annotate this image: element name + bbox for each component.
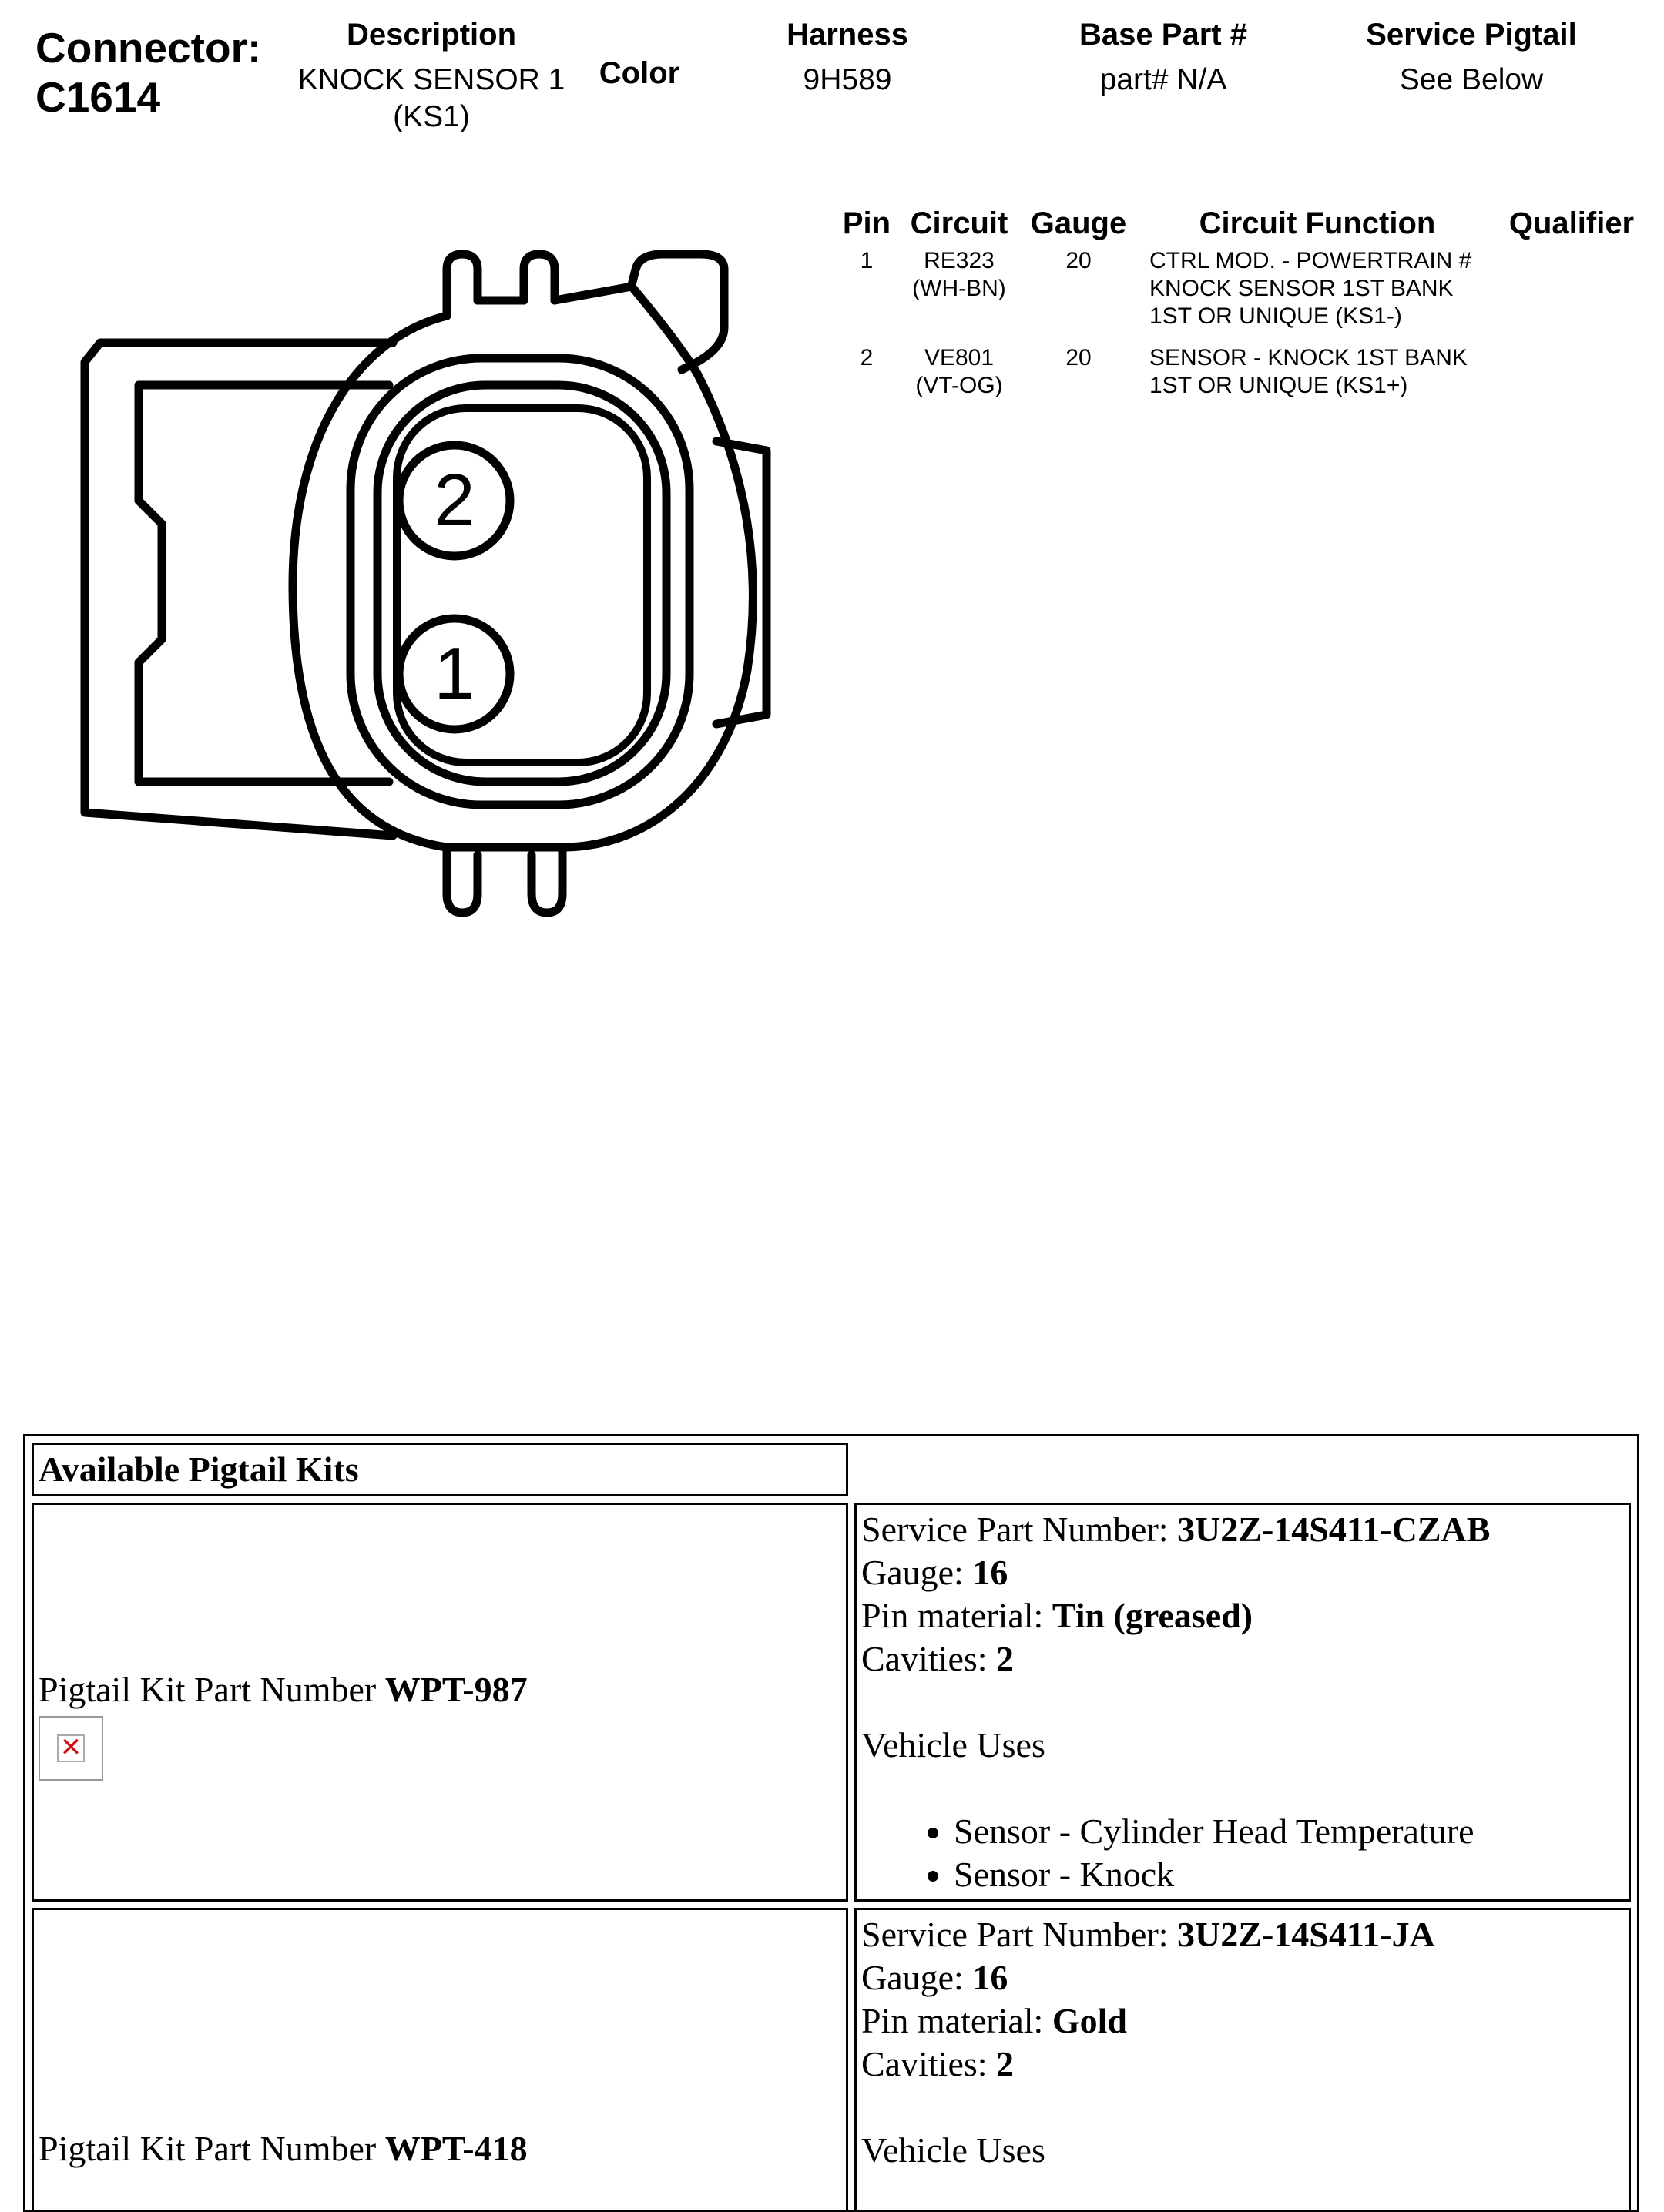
pin-table-header-row	[832, 206, 1649, 247]
cavities-label: Cavities:	[861, 2044, 988, 2083]
vehicle-uses-label: Vehicle Uses	[861, 1725, 1045, 1765]
list-item: • Sensor - Cylinder Head Temperature	[954, 1810, 1624, 1853]
gauge-value: 16	[972, 1553, 1008, 1592]
circuit-function-cell: CTRL MOD. - POWERTRAIN # KNOCK SENSOR 1ST BANK 1ST OR UNIQUE (KS1-)	[1149, 248, 1472, 329]
table-row	[832, 344, 1649, 414]
gauge-label: Gauge:	[861, 1553, 964, 1592]
gauge-line	[861, 1551, 1624, 1594]
pin-material-value: Gold	[1052, 2001, 1127, 2040]
table-row	[832, 247, 1649, 344]
gauge-column-header: Gauge	[1030, 206, 1127, 240]
table-row	[32, 1908, 1631, 2212]
top-latch-left	[447, 254, 478, 316]
qualifier-column-header: Qualifier	[1508, 206, 1635, 240]
harness-header: Harness	[787, 18, 908, 52]
pin-material-label: Pin material:	[861, 2001, 1044, 2040]
description-value: KNOCK SENSOR 1 (KS1)	[297, 63, 565, 133]
description-header: Description	[346, 18, 517, 52]
pin-1-label: 1	[434, 632, 475, 715]
pigtail-kits-title: Available Pigtail Kits	[32, 1443, 848, 1496]
top-latch-right	[632, 254, 724, 370]
circuit-id: VE801	[924, 345, 995, 370]
cavities-label: Cavities:	[861, 1639, 988, 1678]
broken-image-icon: ✕	[39, 1716, 103, 1781]
service-part-label: Service Part Number:	[861, 1510, 1169, 1549]
connector-title	[35, 23, 261, 122]
service-part-line	[861, 1508, 1624, 1551]
top-latch-middle	[524, 254, 555, 300]
kit-details-cell	[854, 1503, 1631, 1902]
table-row	[32, 1503, 1631, 1902]
pin-2-label: 2	[434, 459, 475, 541]
pin-material-label: Pin material:	[861, 1596, 1044, 1635]
list-item: • Sensor - Knock	[954, 1853, 1624, 1896]
cavities-line	[861, 1637, 1624, 1681]
connector-id: C1614	[35, 73, 161, 121]
bottom-latch-left	[447, 847, 478, 913]
pin-column-header: Pin	[842, 206, 891, 240]
service-part-line	[861, 1913, 1624, 1956]
pin-number: 2	[860, 345, 874, 370]
gauge-label: Gauge:	[861, 1958, 964, 1997]
cavities-value: 2	[996, 2044, 1015, 2083]
bottom-latch-right	[532, 847, 562, 913]
pin-number: 1	[860, 248, 874, 273]
vehicle-uses-list	[861, 1810, 1624, 1896]
cavities-value: 2	[996, 1639, 1015, 1678]
pigtail-kits-section	[23, 1434, 1639, 2212]
pin-table	[832, 206, 1649, 414]
pin-material-line	[861, 1594, 1624, 1637]
qualifier-cell	[1495, 247, 1649, 344]
qualifier-cell	[1495, 344, 1649, 414]
service-part-value: 3U2Z-14S411-CZAB	[1177, 1510, 1491, 1549]
service-part-label: Service Part Number:	[861, 1915, 1169, 1954]
harness-value: 9H589	[803, 63, 892, 96]
cavities-line	[861, 2043, 1624, 2086]
connector-label: Connector:	[35, 24, 262, 72]
gauge-line	[861, 1956, 1624, 1999]
kit-number-cell	[32, 1503, 848, 1902]
kit-details-cell	[854, 1908, 1631, 2212]
wire-color: (WH-BN)	[912, 276, 1006, 301]
connector-face-diagram	[69, 239, 809, 947]
kit-label: Pigtail Kit Part Number	[39, 1669, 377, 1709]
kit-number: WPT-987	[384, 1669, 528, 1709]
service-part-value: 3U2Z-14S411-JA	[1177, 1915, 1435, 1954]
pin-material-line	[861, 1999, 1624, 2043]
kit-part-number-line	[39, 1668, 841, 1711]
gauge-cell: 20	[1065, 248, 1092, 273]
circuit-function-cell: SENSOR - KNOCK 1ST BANK 1ST OR UNIQUE (KS1+)	[1149, 345, 1468, 398]
gauge-cell: 20	[1065, 345, 1092, 370]
pigtail-kits-table	[25, 1436, 1637, 2212]
kit-number-cell	[32, 1908, 848, 2212]
circuit-id: RE323	[924, 248, 995, 273]
kit-part-number-line	[39, 2127, 841, 2170]
circuit-cell	[901, 247, 1017, 344]
kit-number: WPT-418	[384, 2129, 528, 2168]
pin-material-value: Tin (greased)	[1052, 1596, 1253, 1635]
circuit-function-column-header: Circuit Function	[1199, 206, 1436, 240]
gauge-value: 16	[972, 1958, 1008, 1997]
circuit-cell	[901, 344, 1017, 414]
wire-color: (VT-OG)	[915, 373, 1003, 398]
pigtail-title-row	[32, 1443, 1631, 1496]
base-part-value: part# N/A	[1099, 63, 1227, 96]
base-part-header: Base Part #	[1079, 18, 1247, 52]
kit-label: Pigtail Kit Part Number	[39, 2129, 377, 2168]
circuit-column-header: Circuit	[910, 206, 1008, 240]
empty-cell	[854, 1443, 1631, 1496]
color-header: Color	[599, 56, 680, 90]
service-pigtail-value: See Below	[1399, 63, 1544, 96]
vehicle-uses-label: Vehicle Uses	[861, 2130, 1045, 2170]
service-pigtail-header: Service Pigtail	[1366, 18, 1577, 52]
